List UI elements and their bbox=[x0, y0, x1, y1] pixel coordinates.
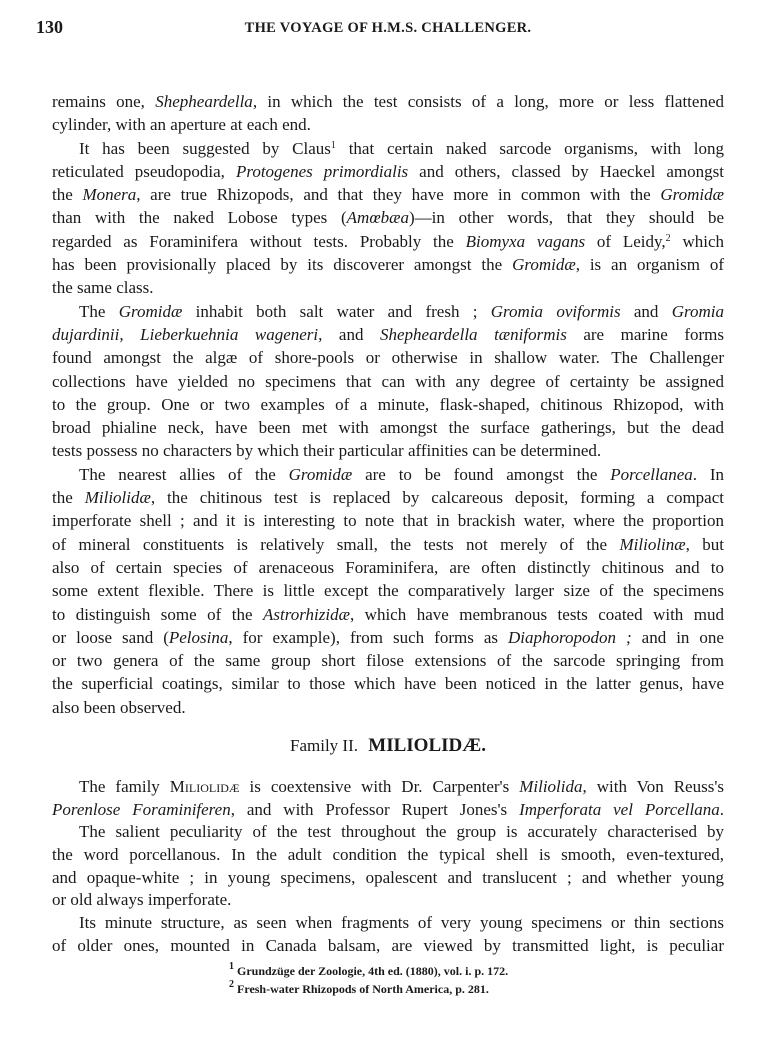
text-run: the word porcellanous. In the adult condition the typical shell is smooth, even-textured, bbox=[52, 845, 724, 865]
text-line bbox=[52, 90, 724, 113]
text-run: Miliolidæ bbox=[169, 777, 240, 796]
text-line bbox=[52, 370, 724, 393]
text-run: tests possess no characters by which their particular affinities can be determined. bbox=[52, 441, 602, 461]
text-run: or loose sand ( bbox=[52, 627, 169, 647]
text-line bbox=[52, 230, 724, 253]
text-line bbox=[52, 844, 724, 867]
paragraph bbox=[52, 90, 724, 137]
italic-text: Gromidæ bbox=[512, 255, 576, 275]
footnote-text: Fresh-water Rhizopods of North America, p. 281. bbox=[237, 982, 489, 996]
italic-text: dujardinii, Lieberkuehnia wageneri, bbox=[52, 324, 323, 344]
italic-text: Gromidæ bbox=[288, 464, 353, 484]
text-run: )—in other words, that they should be bbox=[409, 208, 724, 228]
text-line bbox=[52, 649, 724, 672]
italic-text: Amœbæa bbox=[346, 208, 410, 228]
text-line bbox=[52, 696, 724, 719]
paragraph bbox=[52, 821, 724, 912]
text-run: the same class. bbox=[52, 278, 154, 298]
text-run: The nearest allies of the bbox=[79, 464, 289, 484]
text-run: are marine forms bbox=[566, 324, 724, 344]
paragraph bbox=[52, 300, 724, 463]
section-heading bbox=[0, 735, 776, 757]
text-line bbox=[52, 889, 724, 912]
text-run: reticulated pseudopodia, bbox=[52, 161, 236, 181]
text-run: also of certain species of arenaceous Foraminifera, are often distinctly chitinous and to bbox=[52, 557, 724, 577]
text-run: to distinguish some of the bbox=[52, 604, 264, 624]
text-run: imperforate shell ; and it is interesting to note that in brackish water, where the proportion bbox=[52, 511, 724, 531]
italic-text: Diaphoropodon ; bbox=[508, 627, 632, 647]
text-run: that certain naked sarcode organisms, with long bbox=[335, 138, 725, 158]
italic-text: Gromia bbox=[671, 301, 724, 321]
italic-text: Astrorhizidæ bbox=[263, 604, 350, 624]
text-run: regarded as Foraminifera without tests. Probably the bbox=[52, 231, 466, 251]
text-line bbox=[52, 137, 724, 160]
text-run: Its minute structure, as seen when fragments of very young specimens or thin sections bbox=[79, 913, 724, 933]
text-run: also been observed. bbox=[52, 697, 186, 717]
text-line bbox=[52, 626, 724, 649]
text-run: broad phialine neck, have been met with amongst the surface gatherings, but the dead bbox=[52, 418, 724, 438]
text-run: the bbox=[52, 488, 85, 508]
italic-text: Gromidæ bbox=[660, 185, 724, 205]
text-line bbox=[52, 346, 724, 369]
text-run: The salient peculiarity of the test throughout the group is accurately characterised by bbox=[79, 822, 724, 842]
italic-text: Miliolidæ bbox=[84, 488, 151, 508]
italic-text: Gromidæ bbox=[118, 301, 183, 321]
italic-text: Porcellanea bbox=[610, 464, 693, 484]
text-line bbox=[52, 416, 724, 439]
text-run: , for example), from such forms as bbox=[228, 627, 508, 647]
footnote-1 bbox=[229, 961, 509, 979]
text-run: . In bbox=[692, 464, 724, 484]
text-run: and bbox=[322, 324, 380, 344]
italic-text: Shepheardella bbox=[155, 92, 253, 111]
footnote-ref: 1 bbox=[330, 139, 336, 151]
text-run: the superficial coatings, similar to those which have been noticed in the latter genus, have bbox=[52, 674, 724, 694]
text-line bbox=[52, 113, 724, 136]
text-line bbox=[52, 776, 724, 799]
text-run: , the chitinous test is replaced by calcareous deposit, forming a compact bbox=[150, 488, 724, 508]
family-name: MILIOLIDÆ. bbox=[368, 735, 486, 756]
text-line bbox=[52, 821, 724, 844]
text-run: to the group. One or two examples of a minute, flask-shaped, chitinous Rhizopod, with bbox=[52, 394, 724, 414]
text-line bbox=[52, 486, 724, 509]
italic-text: Porenlose Foraminiferen bbox=[52, 799, 231, 819]
family-label: Family II. bbox=[290, 736, 359, 755]
text-run: the bbox=[52, 185, 83, 205]
footnote-2 bbox=[229, 979, 489, 997]
text-line bbox=[52, 912, 724, 935]
text-run: It has been suggested by Claus bbox=[79, 138, 331, 158]
text-run: than with the naked Lobose types ( bbox=[52, 208, 347, 228]
text-run: , which have membranous tests coated with mud bbox=[349, 604, 724, 624]
text-run: remains one, bbox=[52, 92, 156, 111]
text-run: The family bbox=[79, 777, 170, 796]
text-line bbox=[52, 579, 724, 602]
text-line bbox=[52, 393, 724, 416]
text-line bbox=[52, 183, 724, 206]
text-run: and bbox=[620, 301, 672, 321]
paragraph bbox=[52, 776, 724, 821]
footnote-ref: 2 bbox=[665, 232, 671, 244]
text-run: are to be found amongst the bbox=[352, 464, 611, 484]
text-run: has been provisionally placed by its discoverer amongst the bbox=[52, 255, 513, 275]
paragraph bbox=[52, 463, 724, 719]
paragraph bbox=[52, 137, 724, 300]
italic-text: Monera bbox=[82, 185, 137, 205]
text-run: found amongst the algæ of shore-pools or otherwise in shallow water. The Challenger bbox=[52, 348, 724, 368]
footnote-mark: 2 bbox=[229, 979, 234, 990]
italic-text: Shepheardella tæniformis bbox=[379, 324, 567, 344]
text-line bbox=[52, 206, 724, 229]
text-run: cylinder, with an aperture at each end. bbox=[52, 115, 311, 135]
paragraph bbox=[52, 912, 724, 957]
text-line bbox=[52, 799, 724, 822]
text-line bbox=[52, 509, 724, 532]
text-run: is coextensive with Dr. Carpenter's bbox=[239, 777, 520, 796]
page-number: 130 bbox=[36, 17, 63, 37]
text-run: of Leidy, bbox=[585, 231, 666, 251]
text-line bbox=[52, 439, 724, 462]
italic-text: Imperforata vel Porcellana bbox=[519, 799, 720, 819]
running-title: THE VOYAGE OF H.M.S. CHALLENGER. bbox=[244, 20, 532, 36]
text-line bbox=[52, 300, 724, 323]
text-run: , with Von Reuss's bbox=[582, 777, 724, 796]
text-line bbox=[52, 935, 724, 958]
text-run: or two genera of the same group short filose extensions of the sarcode springing from bbox=[52, 651, 724, 671]
text-run: The bbox=[79, 301, 119, 321]
text-line bbox=[52, 533, 724, 556]
italic-text: Gromia oviformis bbox=[490, 301, 621, 321]
text-run: , are true Rhizopods, and that they have more in common with the bbox=[136, 185, 661, 205]
text-line bbox=[52, 463, 724, 486]
italic-text: Biomyxa vagans bbox=[465, 231, 586, 251]
text-run: some extent flexible. There is little except the comparatively larger size of the specimens bbox=[52, 581, 724, 601]
italic-text: Protogenes primordialis bbox=[235, 161, 409, 181]
running-header bbox=[0, 17, 776, 41]
italic-text: Miliolinæ bbox=[619, 534, 686, 554]
text-run: and opaque-white ; in young specimens, opalescent and translucent ; and whether young bbox=[52, 867, 724, 887]
text-run: of older ones, mounted in Canada balsam, are viewed by transmitted light, is peculiar bbox=[52, 935, 724, 955]
body-text-section-2 bbox=[52, 776, 724, 958]
italic-text: Miliolida bbox=[519, 777, 583, 796]
text-run: , and with Professor Rupert Jones's bbox=[230, 799, 520, 819]
body-text-section-1 bbox=[52, 90, 724, 719]
text-run: or old always imperforate. bbox=[52, 890, 232, 910]
text-run: and in one bbox=[631, 627, 724, 647]
footnote-text: Grundzüge der Zoologie, 4th ed. (1880), vol. i. p. 172. bbox=[237, 964, 509, 978]
text-run: , in which the test consists of a long, more or less flattened bbox=[252, 92, 724, 111]
text-run: of mineral constituents is relatively small, the tests not merely of the bbox=[52, 534, 620, 554]
text-run: , is an organism of bbox=[575, 255, 725, 275]
text-run: inhabit both salt water and fresh ; bbox=[182, 301, 491, 321]
text-line bbox=[52, 160, 724, 183]
text-run: collections have yielded no specimens that can with any degree of certainty be assigned bbox=[52, 371, 724, 391]
footnote-mark: 1 bbox=[229, 961, 234, 972]
text-run: , but bbox=[685, 534, 724, 554]
text-line bbox=[52, 603, 724, 626]
text-run: and others, classed by Haeckel amongst bbox=[408, 161, 724, 181]
text-line bbox=[52, 556, 724, 579]
text-line bbox=[52, 253, 724, 276]
text-line bbox=[52, 276, 724, 299]
text-line bbox=[52, 323, 724, 346]
text-line bbox=[52, 672, 724, 695]
text-line bbox=[52, 867, 724, 890]
text-run: . bbox=[719, 799, 724, 819]
italic-text: Pelosina bbox=[168, 627, 229, 647]
text-run: which bbox=[670, 231, 725, 251]
